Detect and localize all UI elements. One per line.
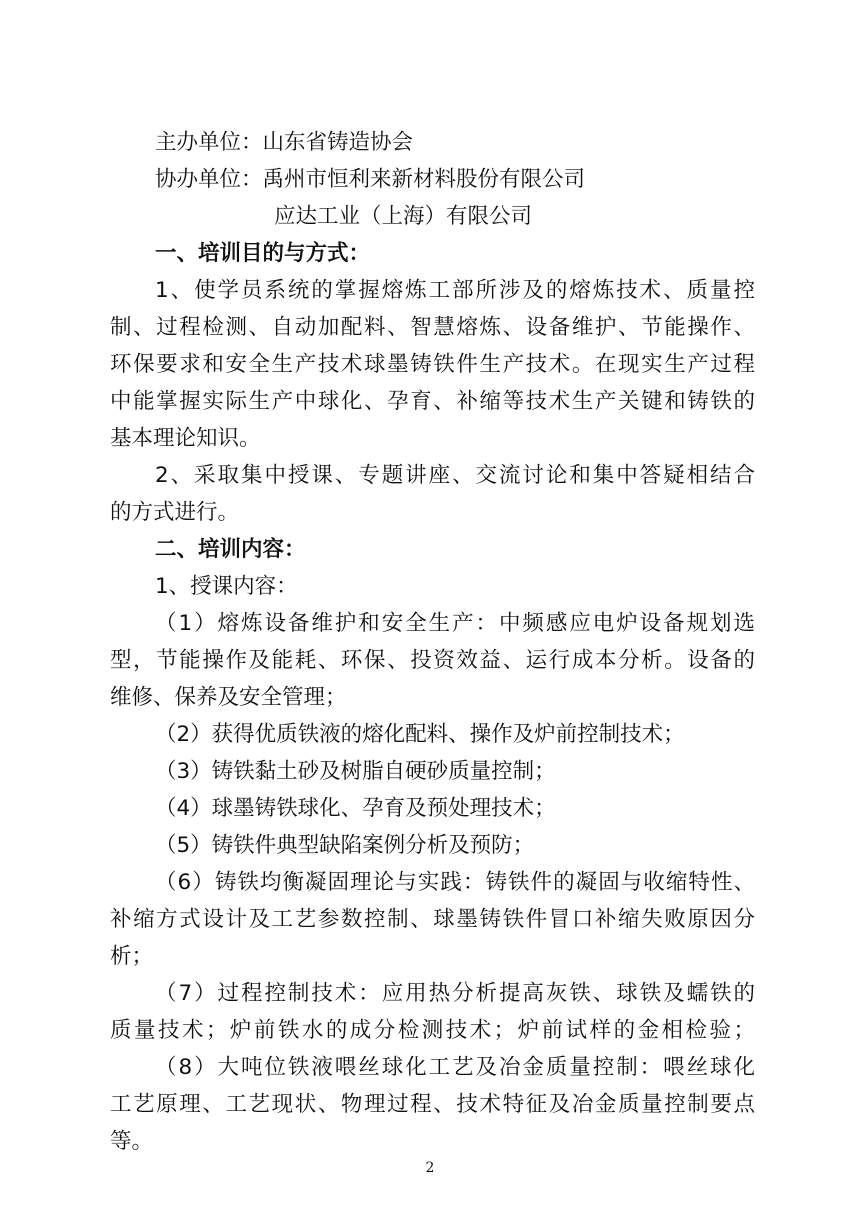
paragraph-line: 2、采取集中授课、专题讲座、交流讨论和集中答疑相结合 bbox=[155, 463, 755, 488]
list-item-line: 等。 bbox=[110, 1129, 154, 1154]
list-item-line: （2）获得优质铁液的熔化配料、操作及炉前控制技术； bbox=[155, 722, 685, 747]
list-item-line: （8）大吨位铁液喂丝球化工艺及冶金质量控制：喂丝球化 bbox=[155, 1055, 755, 1080]
co-organizer-2: 应达工业（上海）有限公司 bbox=[274, 204, 533, 229]
paragraph-line: 中能掌握实际生产中球化、孕育、补缩等技术生产关键和铸铁的 bbox=[110, 389, 755, 414]
list-item-line: （6）铸铁均衡凝固理论与实践：铸铁件的凝固与收缩特性、 bbox=[155, 870, 755, 895]
list-item-line: （5）铸铁件典型缺陷案例分析及预防； bbox=[155, 833, 535, 858]
list-item-line: 补缩方式设计及工艺参数控制、球墨铸铁件冒口补缩失败原因分 bbox=[110, 907, 755, 932]
list-item-line: （4）球墨铸铁球化、孕育及预处理技术； bbox=[155, 796, 556, 821]
list-item-line: （7）过程控制技术：应用热分析提高灰铁、球铁及蠕铁的 bbox=[155, 981, 755, 1006]
host-organizer: 主办单位：山东省铸造协会 bbox=[155, 130, 414, 155]
paragraph-line: 1、使学员系统的掌握熔炼工部所涉及的熔炼技术、质量控 bbox=[155, 278, 755, 303]
page-number: 2 bbox=[425, 1160, 435, 1176]
list-item-line: （1）熔炼设备维护和安全生产：中频感应电炉设备规划选 bbox=[155, 611, 755, 636]
list-item-line: 质量技术；炉前铁水的成分检测技术；炉前试样的金相检验； bbox=[110, 1018, 755, 1043]
list-item-line: （3）铸铁黏土砂及树脂自硬砂质量控制； bbox=[155, 759, 556, 784]
paragraph-line: 的方式进行。 bbox=[110, 500, 240, 525]
list-item-line: 析； bbox=[110, 944, 154, 969]
list-item-line: 型，节能操作及能耗、环保、投资效益、运行成本分析。设备的 bbox=[110, 648, 755, 673]
paragraph-line: 制、过程检测、自动加配料、智慧熔炼、设备维护、节能操作、 bbox=[110, 315, 755, 340]
list-item-line: 维修、保养及安全管理； bbox=[110, 685, 347, 710]
co-organizer-1: 协办单位：禹州市恒利来新材料股份有限公司 bbox=[155, 167, 586, 192]
list-item-line: 工艺原理、工艺现状、物理过程、技术特征及冶金质量控制要点 bbox=[110, 1092, 755, 1117]
subsection-heading: 1、授课内容： bbox=[155, 574, 298, 599]
section2-heading: 二、培训内容： bbox=[155, 537, 306, 562]
paragraph-line: 基本理论知识。 bbox=[110, 426, 261, 451]
paragraph-line: 环保要求和安全生产技术球墨铸铁件生产技术。在现实生产过程 bbox=[110, 352, 755, 377]
section1-heading: 一、培训目的与方式： bbox=[155, 241, 371, 266]
